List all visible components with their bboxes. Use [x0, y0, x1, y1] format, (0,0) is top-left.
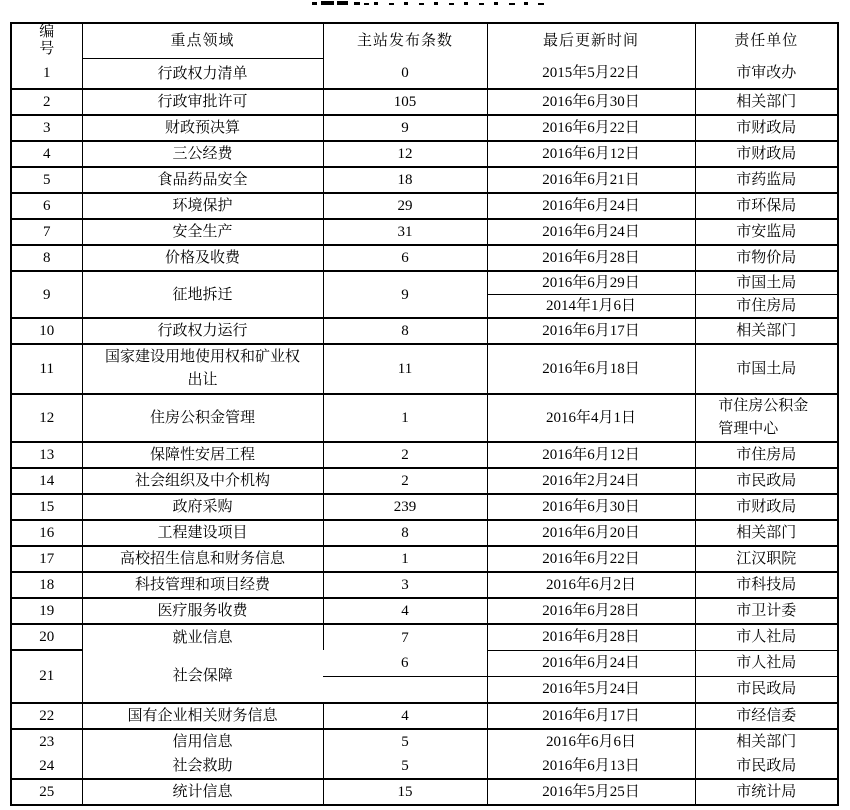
table-row — [11, 344, 838, 394]
date-cell: 2016年6月24日 — [487, 650, 695, 676]
date-cell: 2016年6月28日 — [487, 245, 695, 271]
table-row — [11, 89, 838, 115]
area-cell: 信用信息 — [82, 729, 323, 754]
area-cell: 国家建设用地使用权和矿业权出让 — [82, 344, 323, 394]
date-cell: 2016年2月24日 — [487, 468, 695, 494]
row-no: 1 — [43, 64, 51, 81]
info-disclosure-table — [10, 22, 839, 806]
unit-cell: 市人社局 — [695, 650, 838, 676]
table-row — [11, 572, 838, 598]
unit-cell: 市国土局 — [695, 271, 838, 295]
count-cell — [323, 23, 487, 89]
unit-cell: 市统计局 — [695, 779, 838, 805]
row-no-cell — [11, 23, 82, 89]
header-and-row-1 — [11, 23, 838, 59]
date-cell — [487, 23, 695, 89]
table-row — [11, 650, 838, 676]
area-cell: 国有企业相关财务信息 — [82, 703, 323, 729]
row-no-cell: 18 — [11, 572, 82, 598]
date-cell: 2016年6月22日 — [487, 546, 695, 572]
table-row — [11, 394, 838, 442]
date-cell: 2016年6月29日 — [487, 271, 695, 295]
count-cell: 4 — [323, 703, 487, 729]
date-cell: 2016年6月17日 — [487, 318, 695, 344]
unit-value: 市审改办 — [736, 64, 797, 81]
table-row — [11, 271, 838, 295]
count-cell: 9 — [323, 271, 487, 318]
date-cell: 2016年6月28日 — [487, 598, 695, 624]
date-cell: 2016年6月12日 — [487, 442, 695, 468]
date-cell: 2016年6月30日 — [487, 494, 695, 520]
unit-cell: 市药监局 — [695, 167, 838, 193]
table-row — [11, 546, 838, 572]
area-cell: 社会保障 — [82, 650, 323, 703]
count-cell: 6 — [323, 245, 487, 271]
row-no-cell: 11 — [11, 344, 82, 394]
area-cell: 三公经费 — [82, 141, 323, 167]
row-no-cell: 8 — [11, 245, 82, 271]
count-cell: 8 — [323, 520, 487, 546]
unit-cell: 相关部门 — [695, 520, 838, 546]
row-no-cell: 25 — [11, 779, 82, 805]
row-no-cell: 21 — [11, 650, 82, 703]
unit-cell: 市民政局 — [695, 468, 838, 494]
table-row — [11, 729, 838, 754]
table-row — [11, 193, 838, 219]
row-no-cell: 7 — [11, 219, 82, 245]
unit-cell: 市国土局 — [695, 344, 838, 394]
table-row — [11, 520, 838, 546]
count-cell: 3 — [323, 572, 487, 598]
date-cell: 2014年1月6日 — [487, 295, 695, 319]
count-cell: 8 — [323, 318, 487, 344]
row-no-cell: 15 — [11, 494, 82, 520]
area-cell: 就业信息 — [82, 624, 323, 650]
count-cell: 2 — [323, 468, 487, 494]
area-cell: 统计信息 — [82, 779, 323, 805]
count-cell: 9 — [323, 115, 487, 141]
area-cell: 安全生产 — [82, 219, 323, 245]
date-cell: 2016年6月17日 — [487, 703, 695, 729]
area-cell: 环境保护 — [82, 193, 323, 219]
area-cell: 高校招生信息和财务信息 — [82, 546, 323, 572]
table-row — [11, 115, 838, 141]
date-cell: 2016年5月25日 — [487, 779, 695, 805]
table-row — [11, 442, 838, 468]
unit-cell: 市财政局 — [695, 494, 838, 520]
area-cell: 住房公积金管理 — [82, 394, 323, 442]
table-row — [11, 624, 838, 650]
row-no-cell: 13 — [11, 442, 82, 468]
row-no-cell: 2 — [11, 89, 82, 115]
area-cell: 行政审批许可 — [82, 89, 323, 115]
table-row — [11, 167, 838, 193]
table-row — [11, 245, 838, 271]
area-cell: 科技管理和项目经费 — [82, 572, 323, 598]
row-no-cell: 4 — [11, 141, 82, 167]
date-cell: 2016年6月30日 — [487, 89, 695, 115]
count-cell: 15 — [323, 779, 487, 805]
date-cell: 2016年4月1日 — [487, 394, 695, 442]
unit-cell: 市卫计委 — [695, 598, 838, 624]
count-cell: 2 — [323, 442, 487, 468]
count-cell: 5 — [323, 729, 487, 754]
table-row — [11, 703, 838, 729]
count-cell: 1 — [323, 546, 487, 572]
date-value: 2015年5月22日 — [542, 64, 640, 81]
count-cell: 6 — [323, 650, 487, 676]
unit-cell: 市住房局 — [695, 295, 838, 319]
row-no-cell: 16 — [11, 520, 82, 546]
count-cell: 5 — [323, 754, 487, 779]
header-unit: 责任单位 — [734, 33, 799, 49]
unit-cell: 市民政局 — [695, 754, 838, 779]
area-cell: 工程建设项目 — [82, 520, 323, 546]
count-cell: 12 — [323, 141, 487, 167]
row-no-cell: 12 — [11, 394, 82, 442]
unit-cell: 市经信委 — [695, 703, 838, 729]
unit-cell: 市物价局 — [695, 245, 838, 271]
table-row — [11, 779, 838, 805]
count-cell: 18 — [323, 167, 487, 193]
unit-cell: 相关部门 — [695, 89, 838, 115]
table-row — [11, 754, 838, 779]
unit-cell: 市科技局 — [695, 572, 838, 598]
area-cell: 社会组织及中介机构 — [82, 468, 323, 494]
unit-cell: 市民政局 — [695, 676, 838, 703]
count-cell: 239 — [323, 494, 487, 520]
date-cell: 2016年6月13日 — [487, 754, 695, 779]
count-cell: 31 — [323, 219, 487, 245]
unit-cell: 市环保局 — [695, 193, 838, 219]
row-no-cell: 9 — [11, 271, 82, 318]
date-cell: 2016年6月2日 — [487, 572, 695, 598]
area-cell: 保障性安居工程 — [82, 442, 323, 468]
table-row — [11, 141, 838, 167]
date-cell: 2016年6月24日 — [487, 193, 695, 219]
count-cell: 7 — [323, 624, 487, 650]
header-no: 编号 — [39, 24, 55, 57]
date-cell: 2016年6月24日 — [487, 219, 695, 245]
table-row — [11, 318, 838, 344]
area-cell: 财政预决算 — [82, 115, 323, 141]
unit-cell: 市住房公积金管理中心 — [695, 394, 838, 442]
row-no-cell: 10 — [11, 318, 82, 344]
count-cell: 105 — [323, 89, 487, 115]
header-count: 主站发布条数 — [356, 33, 453, 49]
table-row — [11, 219, 838, 245]
row-no-cell: 14 — [11, 468, 82, 494]
area-cell: 政府采购 — [82, 494, 323, 520]
area-cell: 价格及收费 — [82, 245, 323, 271]
area-cell: 行政权力清单 — [82, 59, 323, 90]
row-no-cell: 20 — [11, 624, 82, 650]
date-cell: 2016年6月21日 — [487, 167, 695, 193]
row-no-cell: 19 — [11, 598, 82, 624]
clipped-title-fragment — [0, 0, 850, 6]
count-cell-empty — [323, 676, 487, 703]
header-updated: 最后更新时间 — [542, 33, 639, 49]
row-no-cell: 17 — [11, 546, 82, 572]
row-no-cell: 6 — [11, 193, 82, 219]
unit-cell: 市安监局 — [695, 219, 838, 245]
date-cell: 2016年6月6日 — [487, 729, 695, 754]
area-cell: 征地拆迁 — [82, 271, 323, 318]
date-cell: 2016年6月18日 — [487, 344, 695, 394]
date-cell: 2016年6月20日 — [487, 520, 695, 546]
unit-cell: 市财政局 — [695, 141, 838, 167]
date-cell: 2016年5月24日 — [487, 676, 695, 703]
area-cell: 社会救助 — [82, 754, 323, 779]
count-cell: 4 — [323, 598, 487, 624]
row-no-cell: 3 — [11, 115, 82, 141]
unit-cell: 江汉职院 — [695, 546, 838, 572]
date-cell: 2016年6月12日 — [487, 141, 695, 167]
count-value: 0 — [401, 64, 409, 81]
header-area: 重点领域 — [82, 23, 323, 59]
area-cell: 食品药品安全 — [82, 167, 323, 193]
row-no-cell: 5 — [11, 167, 82, 193]
table-row — [11, 598, 838, 624]
count-cell: 11 — [323, 344, 487, 394]
unit-cell: 相关部门 — [695, 729, 838, 754]
unit-cell — [695, 23, 838, 89]
table-row — [11, 468, 838, 494]
row-no-cell: 23 — [11, 729, 82, 754]
unit-cell: 相关部门 — [695, 318, 838, 344]
unit-cell: 市人社局 — [695, 624, 838, 650]
row-no-cell: 22 — [11, 703, 82, 729]
unit-cell: 市住房局 — [695, 442, 838, 468]
count-cell: 29 — [323, 193, 487, 219]
date-cell: 2016年6月22日 — [487, 115, 695, 141]
date-cell: 2016年6月28日 — [487, 624, 695, 650]
row-no-cell: 24 — [11, 754, 82, 779]
unit-cell: 市财政局 — [695, 115, 838, 141]
area-cell: 行政权力运行 — [82, 318, 323, 344]
table-row — [11, 494, 838, 520]
count-cell: 1 — [323, 394, 487, 442]
area-cell: 医疗服务收费 — [82, 598, 323, 624]
